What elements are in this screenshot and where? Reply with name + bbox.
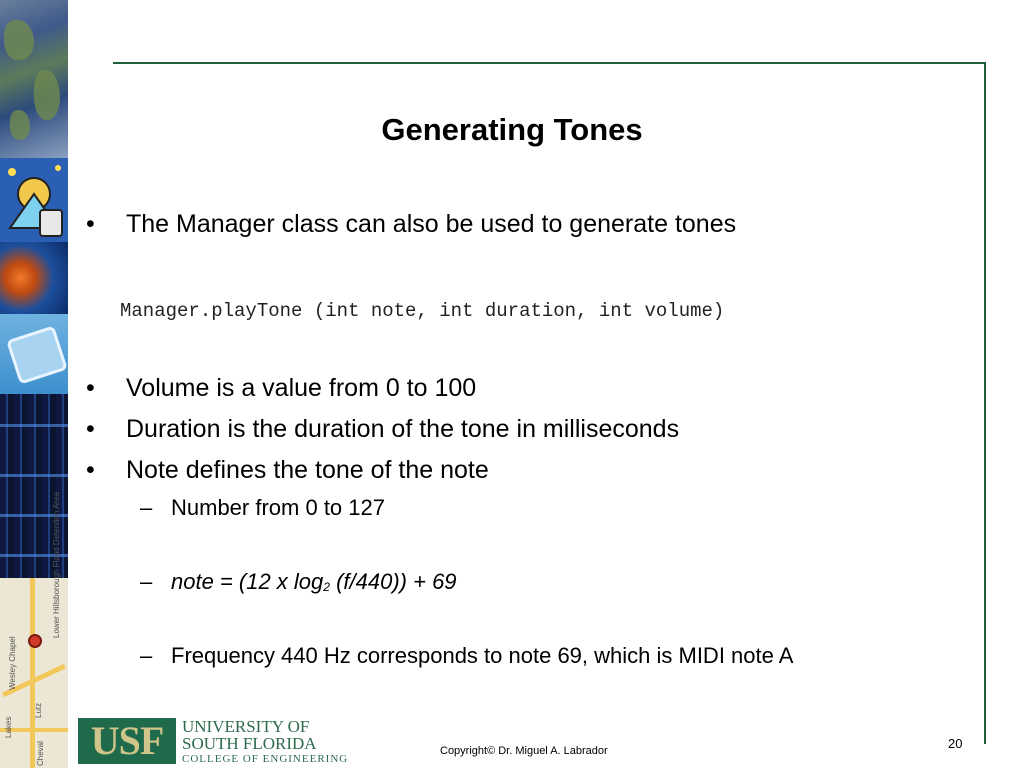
page-number: 20 [948, 736, 963, 751]
formula-subscript: 2 [323, 580, 330, 594]
frame-right-line [984, 62, 986, 744]
map-label: Wesley Chapel [8, 636, 17, 690]
map-label: Cheval [36, 741, 45, 766]
formula-suffix: (f/440)) + 69 [329, 569, 457, 594]
sub-bullet-text: Frequency 440 Hz corresponds to note 69, which is MIDI note A [171, 643, 794, 668]
formula-prefix: note = (12 x log [171, 569, 324, 594]
street-map-image [0, 492, 68, 768]
bullet-marker: • [86, 374, 95, 402]
logo-line-2: SOUTH FLORIDA [182, 734, 317, 753]
map-pin-icon [28, 634, 42, 648]
bullet-text: The Manager class can also be used to generate tones [126, 210, 737, 238]
map-label: Lower Hillsborough Flood Detention Area [52, 492, 61, 638]
bullet-text: Volume is a value from 0 to 100 [126, 374, 477, 402]
bullet-marker: • [86, 415, 95, 443]
bullet-text: Note defines the tone of the note [126, 456, 489, 484]
formula-text [171, 568, 457, 601]
copyright-text: Copyright© Dr. Miguel A. Labrador [440, 745, 608, 757]
slide-title: Generating Tones [381, 112, 643, 147]
usf-logo [78, 717, 349, 766]
sub-bullet-marker: – [140, 569, 153, 594]
map-label: Lutz [34, 702, 43, 718]
bullet-marker: • [86, 456, 95, 484]
sub-bullet-marker: – [140, 643, 153, 668]
frame-top-line [113, 62, 986, 64]
logo-line-3: COLLEGE OF ENGINEERING [182, 753, 349, 765]
logo-line-1: UNIVERSITY OF [182, 717, 310, 736]
sub-bullet-marker: – [140, 495, 153, 520]
code-snippet: Manager.playTone (int note, int duration, int volume) [120, 300, 725, 322]
mobile-phone-image [0, 314, 68, 394]
usf-logo-mark: USF [78, 718, 176, 764]
satellite-cartoon-image [0, 158, 68, 242]
bullet-text: Duration is the duration of the tone in milliseconds [126, 415, 680, 443]
sub-bullet-text: Number from 0 to 127 [171, 495, 385, 520]
brain-scan-image [0, 242, 68, 314]
map-label: Lakes [4, 716, 13, 738]
bullet-marker: • [86, 210, 95, 238]
